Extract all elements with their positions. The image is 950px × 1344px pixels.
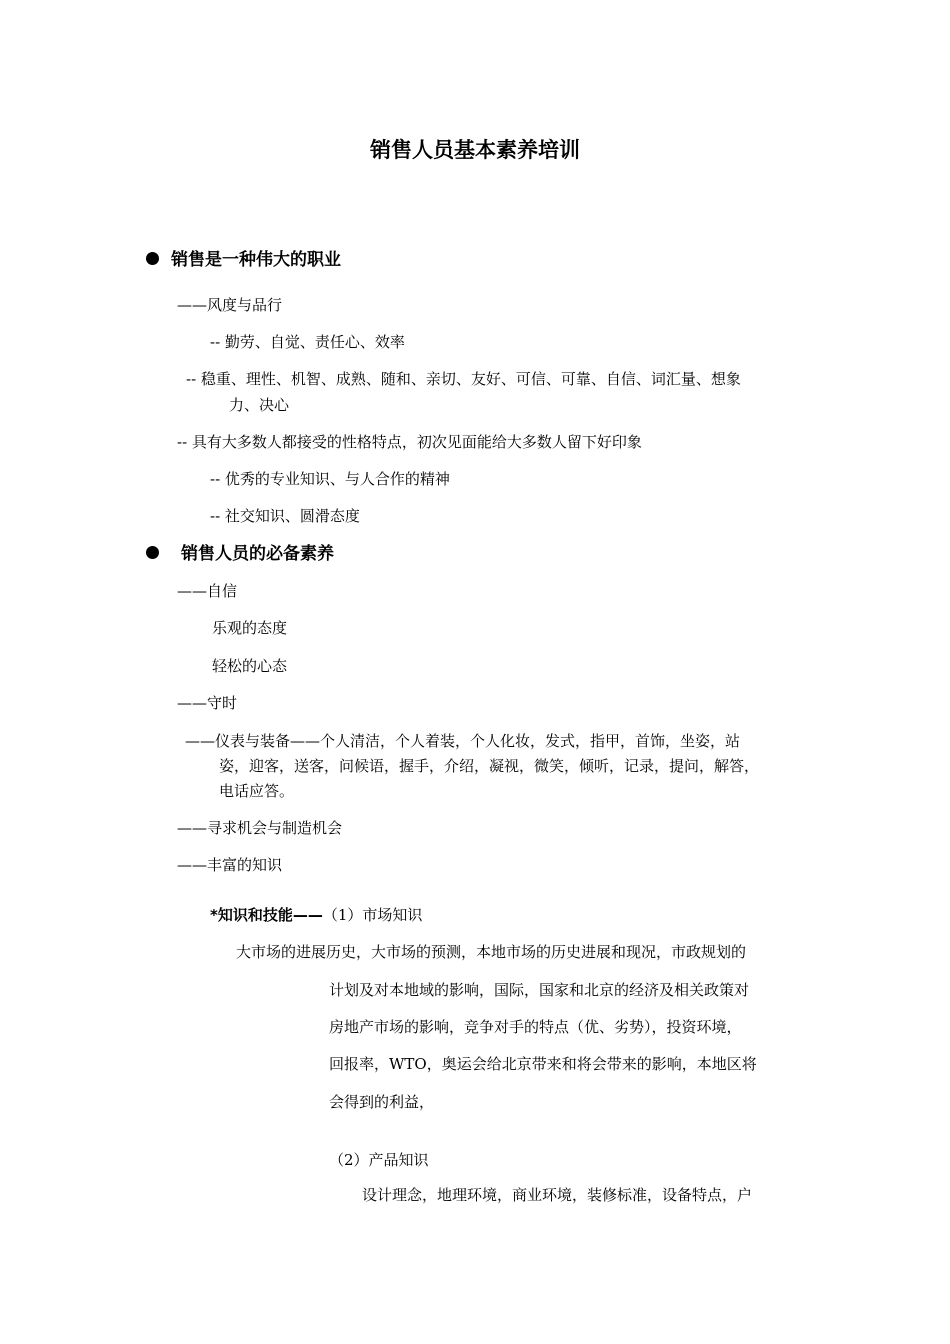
text-line: 计划及对本地域的影响，国际，国家和北京的经济及相关政策对 — [329, 981, 750, 999]
text-line: 房地产市场的影响，竞争对手的特点（优、劣势），投资环境， — [329, 1018, 742, 1036]
text-line: -- 优秀的专业知识、与人合作的精神 — [210, 470, 450, 488]
text-line: ——仪表与装备——个人清洁，个人着装，个人化妆，发式，指甲，首饰，坐姿，站 — [185, 732, 741, 750]
text-line: ——守时 — [177, 694, 238, 712]
knowledge-label: *知识和技能—— — [210, 906, 323, 924]
text-line: 会得到的利益， — [329, 1093, 435, 1111]
text-line: ——丰富的知识 — [177, 856, 283, 874]
text-line: 轻松的心态 — [212, 657, 288, 675]
section-heading-1-text: 销售是一种伟大的职业 — [171, 250, 341, 270]
text-line: 回报率，WTO，奥运会给北京带来和将会带来的影响，本地区将 — [329, 1055, 757, 1073]
section-heading-2 — [146, 541, 334, 567]
text-line: 姿，迎客，送客，问候语，握手，介绍，凝视，微笑，倾听，记录，提问，解答， — [219, 757, 760, 775]
text-line: 力、决心 — [229, 396, 290, 414]
text-line: -- 勤劳、自觉、责任心、效率 — [210, 333, 405, 351]
text-line: ——寻求机会与制造机会 — [177, 819, 343, 837]
section-heading-2-text: 销售人员的必备素养 — [181, 544, 334, 564]
text-line: 大市场的进展历史，大市场的预测，本地市场的历史进展和现况，市政规划的 — [236, 943, 747, 961]
document-title: 销售人员基本素养培训 — [370, 138, 580, 162]
knowledge-heading — [210, 903, 422, 927]
text-line: 电话应答。 — [219, 782, 295, 800]
text-line: -- 具有大多数人都接受的性格特点，初次见面能给大多数人留下好印象 — [177, 433, 642, 451]
text-line: 乐观的态度 — [212, 619, 288, 637]
text-line: ——风度与品行 — [177, 296, 283, 314]
market-knowledge-title: （1）市场知识 — [322, 906, 423, 924]
text-line: -- 稳重、理性、机智、成熟、随和、亲切、友好、可信、可靠、自信、词汇量、想象 — [186, 370, 741, 388]
product-knowledge-title: （2）产品知识 — [329, 1151, 429, 1169]
section-heading-1 — [146, 247, 341, 273]
bullet-icon — [146, 252, 159, 265]
text-line: -- 社交知识、圆滑态度 — [210, 507, 360, 525]
text-line: ——自信 — [177, 582, 238, 600]
text-line: 设计理念，地理环境，商业环境，装修标准，设备特点，户 — [362, 1186, 753, 1204]
bullet-icon — [146, 546, 159, 559]
